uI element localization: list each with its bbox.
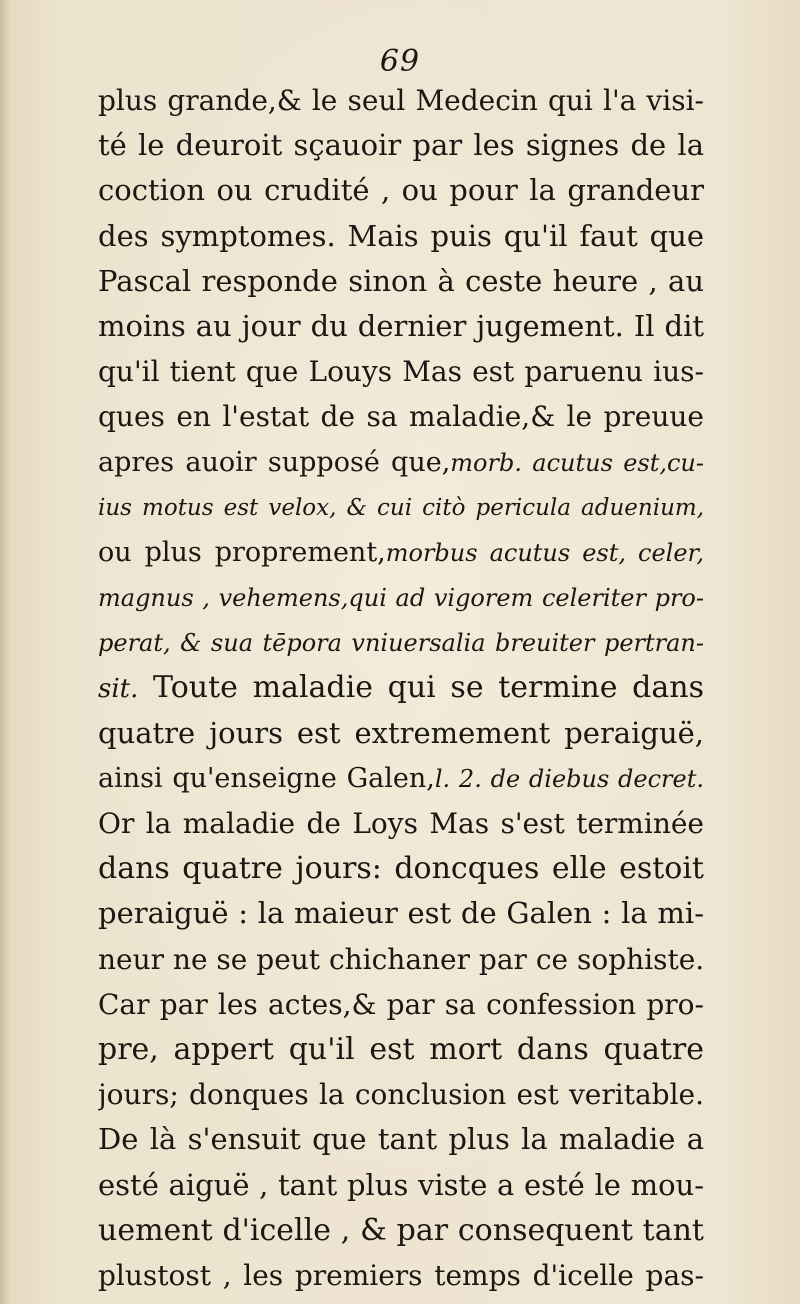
text-segment: peraiguë : la maieur est de Galen : la mi- bbox=[98, 896, 704, 931]
spine-shadow bbox=[0, 0, 10, 1304]
text-segment: plus grande,& le seul Medecin qui l'a visi- bbox=[98, 84, 704, 117]
text-segment: Car par les actes,& par sa confession pro- bbox=[98, 987, 704, 1021]
text-line bbox=[98, 304, 704, 349]
text-line bbox=[98, 78, 704, 123]
text-segment: De là s'ensuit que tant plus la maladie a bbox=[98, 1122, 704, 1157]
text-segment: ainsi qu'enseigne Galen, bbox=[98, 762, 435, 794]
text-line bbox=[98, 1072, 704, 1117]
text-line bbox=[98, 711, 704, 756]
text-line bbox=[98, 982, 704, 1027]
text-line bbox=[98, 665, 704, 710]
text-segment: Toute maladie qui se termine dans bbox=[138, 670, 704, 706]
text-line bbox=[98, 214, 704, 259]
text-segment: esté aiguë , tant plus viste a esté le mou- bbox=[98, 1167, 704, 1202]
text-segment: pre, appert qu'il est mort dans quatre bbox=[98, 1031, 704, 1067]
text-segment: jours; donques la conclusion est veritable. bbox=[98, 1078, 704, 1112]
text-line bbox=[98, 485, 704, 530]
text-line bbox=[98, 937, 704, 982]
text-segment: ques en l'estat de sa maladie,& le preuue bbox=[98, 400, 704, 434]
text-segment: té le deuroit sçauoir par les signes de la bbox=[98, 128, 704, 163]
text-line bbox=[98, 440, 704, 485]
text-line bbox=[98, 756, 704, 801]
text-line bbox=[98, 801, 704, 846]
text-segment: quatre jours est extremement peraiguë, bbox=[98, 715, 704, 750]
text-line bbox=[98, 1163, 704, 1208]
text-line bbox=[98, 394, 704, 439]
text-line bbox=[98, 349, 704, 394]
text-segment: dans quatre jours: doncques elle estoit bbox=[98, 851, 704, 887]
latin-citation: morb. acutus est,cu- bbox=[450, 448, 704, 477]
text-line bbox=[98, 259, 704, 304]
latin-citation: magnus , vehemens,qui ad vigorem celeriter pro- bbox=[98, 584, 704, 613]
latin-citation: perat, & sua tēpora vniuersalia breuiter pertran- bbox=[98, 629, 704, 658]
text-line bbox=[98, 1027, 704, 1072]
text-segment: Pascal responde sinon à ceste heure , au bbox=[98, 263, 704, 298]
text-segment: coction ou crudité , ou pour la grandeur bbox=[98, 173, 704, 208]
text-line bbox=[98, 530, 704, 575]
text-line bbox=[98, 575, 704, 620]
text-segment: plustost , les premiers temps d'icelle pas- bbox=[98, 1258, 704, 1292]
page-number: 69 bbox=[379, 44, 421, 79]
text-line bbox=[98, 1117, 704, 1162]
body-text bbox=[98, 78, 704, 1298]
latin-citation: morbus acutus est, celer, bbox=[385, 538, 704, 567]
text-line bbox=[98, 891, 704, 936]
text-line bbox=[98, 168, 704, 213]
text-segment: Or la maladie de Loys Mas s'est terminée bbox=[98, 807, 704, 840]
text-line bbox=[98, 1253, 704, 1298]
latin-citation: l. 2. de diebus decret. bbox=[434, 764, 704, 793]
text-segment: moins au jour du dernier jugement. Il dit bbox=[98, 308, 704, 343]
text-segment: ou plus proprement, bbox=[98, 536, 386, 568]
text-segment: uement d'icelle , & par consequent tant bbox=[98, 1212, 704, 1248]
text-segment: apres auoir supposé que, bbox=[98, 446, 451, 478]
text-line bbox=[98, 1208, 704, 1253]
text-line bbox=[98, 620, 704, 665]
latin-citation: sit. bbox=[98, 674, 139, 705]
text-segment: des symptomes. Mais puis qu'il faut que bbox=[98, 218, 704, 253]
text-segment: neur ne se peut chichaner par ce sophiste. bbox=[98, 942, 704, 976]
latin-citation: ius motus est velox, & cui citò pericula aduenium, bbox=[98, 494, 704, 521]
text-line bbox=[98, 846, 704, 891]
text-line bbox=[98, 123, 704, 168]
text-segment: qu'il tient que Louys Mas est paruenu ius- bbox=[98, 355, 704, 389]
